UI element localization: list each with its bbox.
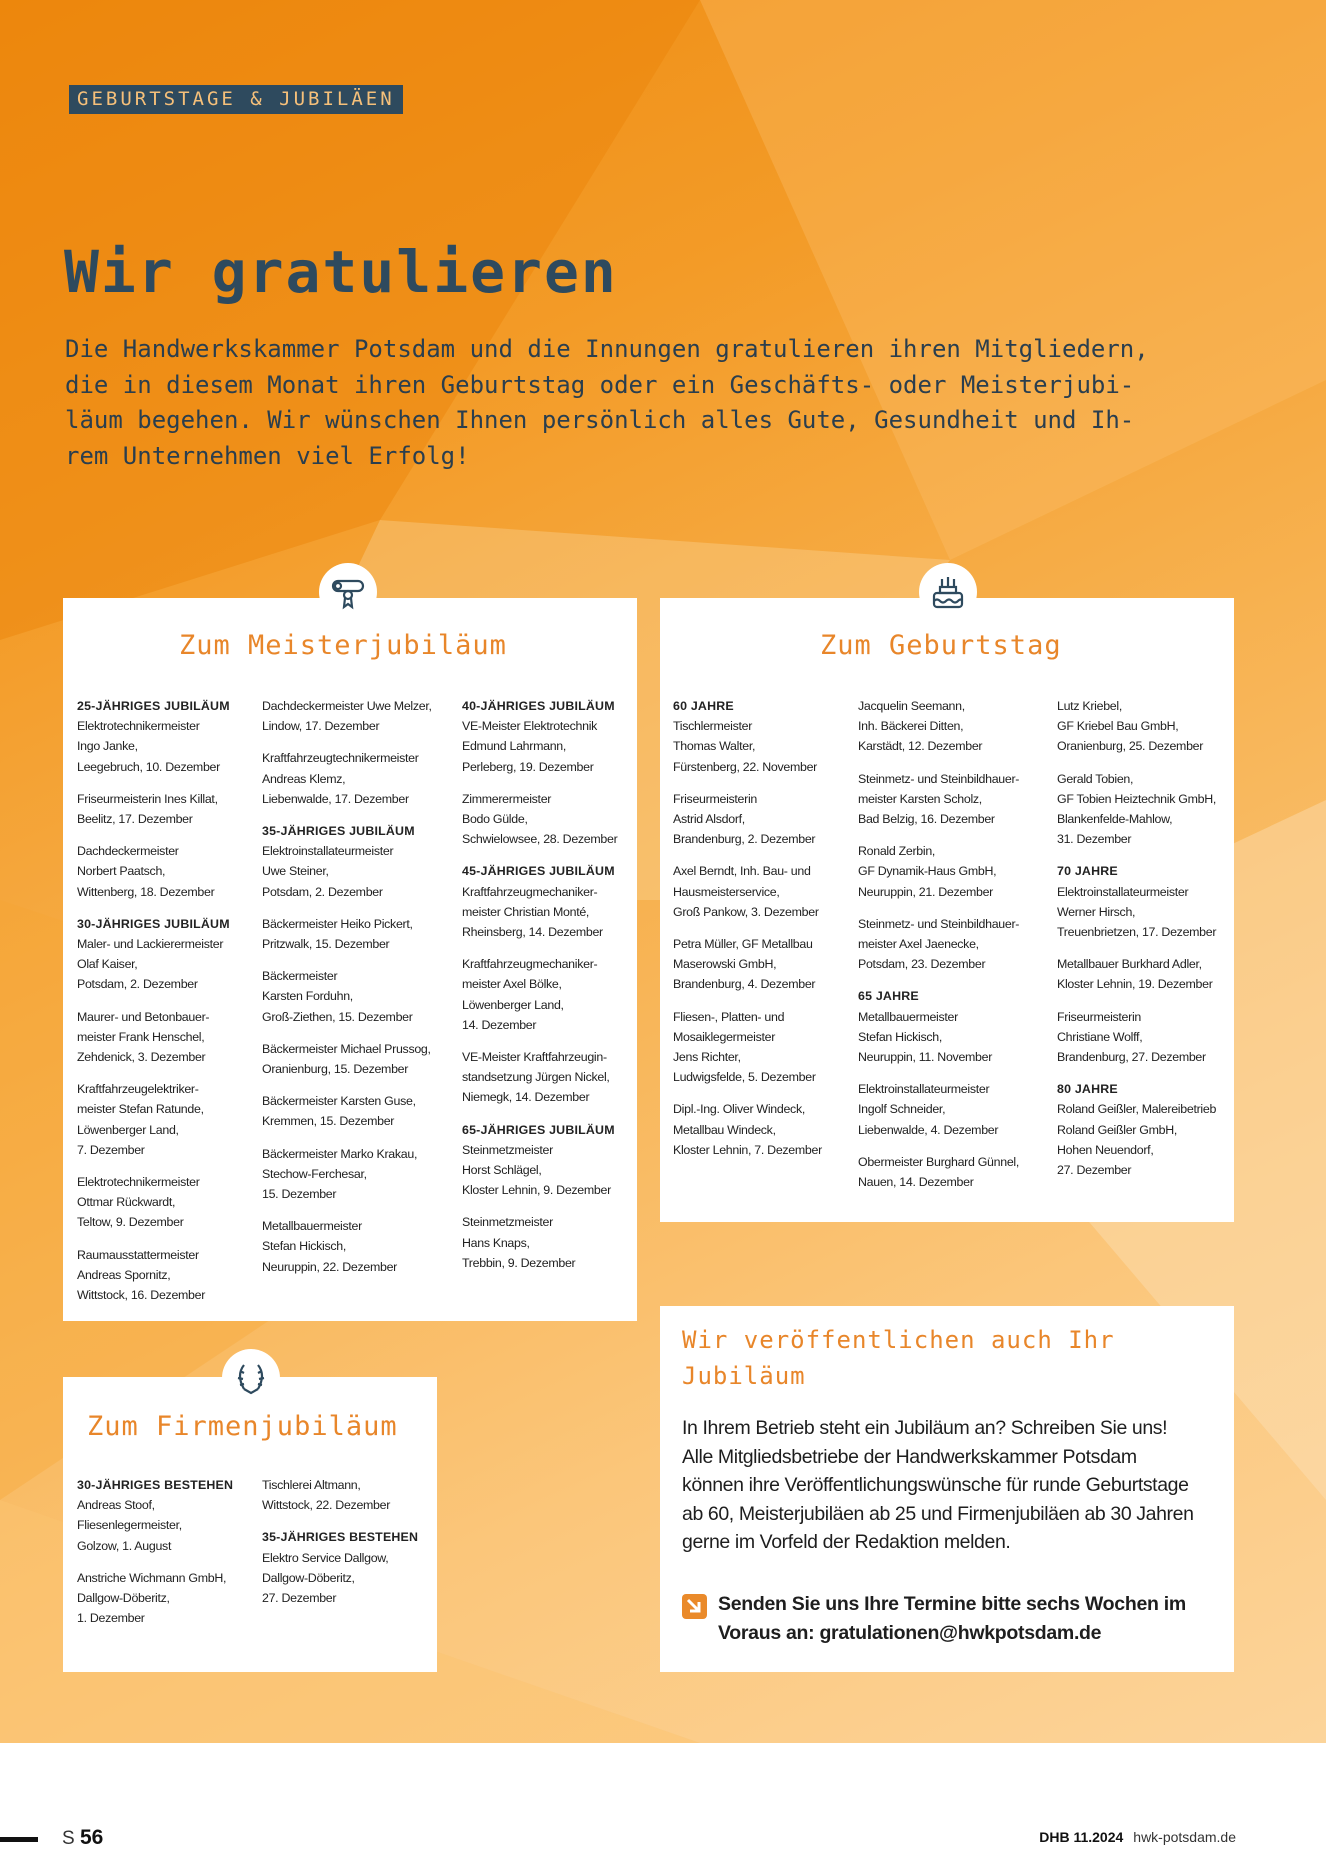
entry-line: Groß Pankow, 3. Dezember [673, 904, 819, 919]
entry-group-heading: 70 JAHRE [1057, 864, 1118, 879]
info-body-line: gerne im Vorfeld der Redaktion melden. [682, 1531, 1011, 1553]
entry-line: Leegebruch, 10. Dezember [77, 759, 220, 774]
list-column [462, 696, 617, 1285]
entry-line: Metallbauermeister [262, 1219, 362, 1234]
entry-line: Maler- und Lackierermeister [77, 937, 224, 952]
list-entry [462, 1047, 617, 1108]
entry-line: meister Frank Henschel, [77, 1029, 205, 1044]
entry-line: Kloster Lehnin, 7. Dezember [673, 1142, 822, 1157]
entry-line: GF Kriebel Bau GmbH, [1057, 719, 1179, 734]
info-call-to-action [718, 1590, 1186, 1648]
entry-line: 27. Dezember [1057, 1163, 1132, 1178]
entry-group-heading: 35-JÄHRIGES BESTEHEN [262, 1530, 419, 1545]
entry-line: Raumausstattermeister [77, 1247, 199, 1262]
entry-line: VE-Meister Elektrotechnik [462, 719, 598, 734]
list-entry [462, 696, 617, 777]
entry-line: Teltow, 9. Dezember [77, 1215, 184, 1230]
entry-line: Steinmetzmeister [462, 1142, 553, 1157]
box-heading: Zum Geburtstag [820, 630, 1062, 661]
entry-line: Potsdam, 23. Dezember [858, 957, 986, 972]
list-entry [673, 789, 822, 850]
entry-line: Zimmerermeister [462, 791, 552, 806]
entry-line: Stefan Hickisch, [858, 1029, 943, 1044]
entry-line: Pritzwalk, 15. Dezember [262, 937, 390, 952]
info-body-line: ab 60, Meisterjubiläen ab 25 und Firmenjubiläen ab 30 Jahren [682, 1502, 1194, 1525]
entry-line: Ingo Janke, [77, 739, 138, 754]
list-entry [77, 1079, 230, 1160]
entry-line: Thomas Walter, [673, 739, 756, 754]
entry-line: Elektroinstallateurmeister [262, 844, 394, 859]
entry-line: Andreas Spornitz, [77, 1267, 171, 1282]
entry-line: VE-Meister Kraftfahrzeugin- [462, 1050, 607, 1065]
intro-text [65, 332, 1265, 474]
list-entry [462, 1120, 617, 1201]
intro-line: die in diesem Monat ihren Geburtstag oder ein Geschäfts- oder Meisterjubi- [65, 370, 1135, 399]
footer-right [1039, 1829, 1236, 1845]
entry-group-heading: 65-JÄHRIGES JUBILÄUM [462, 1122, 615, 1137]
list-entry [77, 1568, 233, 1629]
entry-line: Dachdeckermeister Uwe Melzer, [262, 699, 432, 713]
list-entry [858, 696, 1019, 757]
info-body [682, 1414, 1194, 1557]
list-entry [262, 1144, 432, 1205]
list-entry [673, 861, 822, 922]
entry-line: Dachdeckermeister [77, 844, 179, 859]
list-entry [262, 821, 432, 902]
entry-line: Jens Richter, [673, 1050, 741, 1065]
entry-line: Maserowski GmbH, [673, 957, 777, 972]
entry-line: 14. Dezember [462, 1017, 537, 1032]
entry-line: Steinmetz- und Steinbildhauer- [858, 771, 1020, 786]
entry-line: Liebenwalde, 17. Dezember [262, 791, 409, 806]
box-heading: Zum Meisterjubiläum [179, 630, 507, 661]
entry-line: Neuruppin, 21. Dezember [858, 884, 993, 899]
cta-line: Senden Sie uns Ihre Termine bitte sechs Wochen im [718, 1593, 1186, 1615]
entry-line: Hohen Neuendorf, [1057, 1142, 1154, 1157]
entry-line: GF Dynamik-Haus GmbH, [858, 864, 997, 879]
list-entry [262, 1039, 432, 1079]
entry-line: Kraftfahrzeugtechnikermeister [262, 751, 419, 766]
entry-line: Hausmeisterservice, [673, 884, 780, 899]
entry-line: Norbert Paatsch, [77, 864, 166, 879]
list-entry [673, 934, 822, 995]
list-entry [1057, 954, 1216, 994]
entry-line: Christiane Wolff, [1057, 1029, 1143, 1044]
box-heading: Zum Firmenjubiläum [87, 1411, 398, 1442]
entry-line: Elektrotechnikermeister [77, 719, 200, 734]
entry-line: Lutz Kriebel, [1057, 699, 1122, 713]
entry-line: Inh. Bäckerei Ditten, [858, 719, 964, 734]
list-entry [262, 1216, 432, 1277]
intro-line: läum begehen. Wir wünschen Ihnen persönlich alles Gute, Gesundheit und Ih- [65, 406, 1135, 434]
entry-line: Bäckermeister Marko Krakau, [262, 1146, 418, 1161]
entry-line: Hans Knaps, [462, 1235, 530, 1250]
entry-line: Friseurmeisterin [673, 791, 758, 806]
page-prefix: S [62, 1828, 75, 1849]
entry-line: Steinmetz- und Steinbildhauer- [858, 916, 1020, 931]
entry-line: Astrid Alsdorf, [673, 812, 745, 827]
info-box [660, 1306, 1234, 1672]
entry-line: Kraftfahrzeugmechaniker- [462, 957, 598, 972]
entry-line: Elektroinstallateurmeister [858, 1082, 990, 1097]
list-column [77, 1475, 233, 1640]
cta-email-line[interactable]: Voraus an: gratulationen@hwkpotsdam.de [718, 1622, 1102, 1644]
info-body-line: können ihre Veröffentlichungswünsche für runde Geburtstage [682, 1474, 1189, 1496]
entry-line: Tischlerei Altmann, [262, 1478, 361, 1492]
entry-line: Beelitz, 17. Dezember [77, 812, 193, 827]
list-entry [858, 841, 1019, 902]
entry-line: Dallgow-Döberitz, [77, 1591, 170, 1606]
list-entry [262, 966, 432, 1027]
list-entry [858, 769, 1019, 830]
entry-group-heading: 35-JÄHRIGES JUBILÄUM [262, 824, 415, 839]
entry-line: Lindow, 17. Dezember [262, 719, 380, 734]
entry-line: Kloster Lehnin, 19. Dezember [1057, 977, 1213, 992]
list-entry [262, 748, 432, 809]
entry-line: Kremmen, 15. Dezember [262, 1114, 395, 1129]
list-entry [1057, 1007, 1216, 1068]
entry-line: Brandenburg, 2. Dezember [673, 832, 816, 847]
list-entry [77, 914, 230, 995]
entry-line: meister Christian Monté, [462, 904, 590, 919]
entry-line: Fliesen-, Platten- und [673, 1009, 785, 1024]
entry-line: Wittstock, 22. Dezember [262, 1498, 391, 1513]
info-title-line: Jubiläum [682, 1362, 806, 1390]
entry-line: Jacquelin Seemann, [858, 699, 965, 713]
entry-line: Bäckermeister Karsten Guse, [262, 1094, 416, 1109]
entry-line: Bäckermeister Heiko Pickert, [262, 916, 413, 931]
entry-line: Andreas Stoof, [77, 1498, 155, 1513]
entry-line: Dallgow-Döberitz, [262, 1570, 355, 1585]
list-entry [462, 1212, 617, 1273]
list-entry [262, 696, 432, 736]
entry-line: Horst Schlägel, [462, 1163, 542, 1178]
list-entry [858, 986, 1019, 1067]
list-entry [77, 696, 230, 777]
page-number-value: 56 [79, 1826, 104, 1849]
entry-line: Golzow, 1. August [77, 1538, 172, 1553]
entry-line: Ludwigsfelde, 5. Dezember [673, 1070, 816, 1085]
entry-line: Bad Belzig, 16. Dezember [858, 812, 995, 827]
list-entry [1057, 769, 1216, 850]
list-column [262, 1475, 418, 1620]
entry-line: Oranienburg, 15. Dezember [262, 1062, 409, 1077]
entry-line: meister Stefan Ratunde, [77, 1102, 204, 1117]
entry-line: Rheinsberg, 14. Dezember [462, 925, 603, 940]
entry-line: Dipl.-Ing. Oliver Windeck, [673, 1102, 805, 1117]
entry-line: standsetzung Jürgen Nickel, [462, 1070, 610, 1085]
entry-line: Potsdam, 2. Dezember [77, 977, 198, 992]
list-entry [1057, 696, 1216, 757]
list-entry [262, 1527, 418, 1608]
entry-line: Neuruppin, 22. Dezember [262, 1259, 397, 1274]
meisterjubilaeum-box [63, 598, 637, 1321]
entry-group-heading: 30-JÄHRIGES BESTEHEN [77, 1478, 234, 1492]
entry-line: Treuenbrietzen, 17. Dezember [1057, 925, 1217, 940]
entry-line: Fliesenlegermeister, [77, 1518, 182, 1533]
entry-group-heading: 80 JAHRE [1057, 1082, 1118, 1097]
firmenjubilaeum-box [63, 1377, 437, 1672]
entry-group-heading: 30-JÄHRIGES JUBILÄUM [77, 916, 230, 931]
entry-line: 27. Dezember [262, 1591, 337, 1606]
list-entry [77, 1007, 230, 1068]
entry-line: Olaf Kaiser, [77, 957, 138, 972]
entry-line: Maurer- und Betonbauer- [77, 1009, 210, 1024]
list-entry [673, 1007, 822, 1088]
list-column [77, 696, 230, 1317]
entry-line: Steinmetzmeister [462, 1215, 553, 1230]
entry-line: Groß-Ziethen, 15. Dezember [262, 1009, 413, 1024]
entry-line: Friseurmeisterin Ines Killat, [77, 791, 218, 806]
list-entry [462, 861, 617, 942]
entry-line: Perleberg, 19. Dezember [462, 759, 594, 774]
entry-line: Tischlermeister [673, 719, 753, 734]
list-column [673, 696, 822, 1172]
diploma-icon [319, 563, 377, 621]
entry-line: Karstädt, 12. Dezember [858, 739, 983, 754]
entry-line: meister Karsten Scholz, [858, 791, 982, 806]
entry-line: Roland Geißler GmbH, [1057, 1122, 1178, 1137]
entry-line: Kraftfahrzeugelektriker- [77, 1082, 199, 1097]
entry-line: Zehdenick, 3. Dezember [77, 1050, 206, 1065]
birthday-cake-icon [919, 563, 977, 621]
list-column [262, 696, 432, 1289]
entry-group-heading: 25-JÄHRIGES JUBILÄUM [77, 699, 230, 713]
list-entry [1057, 861, 1216, 942]
arrow-icon [682, 1594, 707, 1619]
entry-line: Uwe Steiner, [262, 864, 329, 879]
list-entry [77, 1172, 230, 1233]
entry-line: Metallbauer Burkhard Adler, [1057, 957, 1202, 972]
list-entry [858, 914, 1019, 975]
entry-line: Werner Hirsch, [1057, 904, 1136, 919]
entry-line: Metallbau Windeck, [673, 1122, 776, 1137]
entry-line: Brandenburg, 4. Dezember [673, 977, 816, 992]
entry-group-heading: 45-JÄHRIGES JUBILÄUM [462, 864, 615, 879]
entry-line: Karsten Forduhn, [262, 989, 353, 1004]
entry-line: Trebbin, 9. Dezember [462, 1255, 576, 1270]
list-entry [858, 1152, 1019, 1192]
list-column [858, 696, 1019, 1204]
entry-line: Petra Müller, GF Metallbau [673, 937, 813, 952]
entry-group-heading: 65 JAHRE [858, 989, 919, 1004]
list-entry [462, 954, 617, 1035]
list-entry [673, 1099, 822, 1160]
entry-line: Ottmar Rückwardt, [77, 1195, 176, 1210]
entry-line: Schwielowsee, 28. Dezember [462, 832, 618, 847]
list-entry [462, 789, 617, 850]
entry-line: Niemegk, 14. Dezember [462, 1090, 590, 1105]
entry-line: Neuruppin, 11. November [858, 1050, 993, 1065]
entry-line: Axel Berndt, Inh. Bau- und [673, 864, 811, 879]
info-title-line: Wir veröffentlichen auch Ihr [682, 1326, 1115, 1354]
entry-group-heading: 60 JAHRE [673, 699, 734, 713]
entry-line: Brandenburg, 27. Dezember [1057, 1050, 1206, 1065]
list-entry [77, 1245, 230, 1306]
entry-line: Ingolf Schneider, [858, 1102, 946, 1117]
website-link[interactable]: hwk-potsdam.de [1133, 1829, 1236, 1845]
entry-line: Gerald Tobien, [1057, 771, 1134, 786]
page-title: Wir gratulieren [64, 238, 618, 306]
info-body-line: In Ihrem Betrieb steht ein Jubiläum an? Schreiben Sie uns! [682, 1417, 1168, 1439]
list-entry [858, 1079, 1019, 1140]
entry-line: GF Tobien Heiztechnik GmbH, [1057, 791, 1217, 806]
entry-line: Löwenberger Land, [77, 1122, 179, 1137]
entry-line: Bodo Gülde, [462, 812, 528, 827]
entry-line: Nauen, 14. Dezember [858, 1175, 974, 1190]
entry-line: Liebenwalde, 4. Dezember [858, 1122, 999, 1137]
entry-line: Wittstock, 16. Dezember [77, 1288, 206, 1303]
entry-line: Oranienburg, 25. Dezember [1057, 739, 1204, 754]
entry-line: Löwenberger Land, [462, 997, 564, 1012]
entry-line: Blankenfelde-Mahlow, [1057, 812, 1173, 827]
geburtstag-box [660, 598, 1234, 1222]
list-entry [262, 1091, 432, 1131]
list-entry [77, 789, 230, 829]
entry-line: Elektrotechnikermeister [77, 1175, 200, 1190]
entry-line: 7. Dezember [77, 1142, 145, 1157]
entry-line: Bäckermeister [262, 969, 338, 984]
entry-line: Ronald Zerbin, [858, 844, 936, 859]
entry-line: Bäckermeister Michael Prussog, [262, 1041, 431, 1056]
list-entry [1057, 1079, 1216, 1180]
entry-line: Kloster Lehnin, 9. Dezember [462, 1183, 611, 1198]
entry-line: 15. Dezember [262, 1187, 337, 1202]
list-entry [77, 1475, 233, 1556]
list-entry [673, 696, 822, 777]
list-entry [262, 1475, 418, 1515]
entry-line: Fürstenberg, 22. November [673, 759, 818, 774]
footer-bar [0, 1837, 38, 1842]
list-entry [77, 841, 230, 902]
section-tag: GEBURTSTAGE & JUBILÄEN [69, 85, 403, 114]
entry-line: Roland Geißler, Malereibetrieb [1057, 1102, 1217, 1117]
entry-line: Anstriche Wichmann GmbH, [77, 1570, 227, 1585]
entry-line: Elektro Service Dallgow, [262, 1550, 389, 1565]
page-number [62, 1826, 103, 1850]
list-entry [262, 914, 432, 954]
entry-line: Elektroinstallateurmeister [1057, 884, 1189, 899]
entry-line: Mosaiklegermeister [673, 1029, 776, 1044]
entry-line: 31. Dezember [1057, 832, 1132, 847]
entry-line: Kraftfahrzeugmechaniker- [462, 884, 598, 899]
entry-line: Obermeister Burghard Günnel, [858, 1154, 1020, 1169]
entry-line: Edmund Lahrmann, [462, 739, 567, 754]
info-title [682, 1322, 1115, 1394]
entry-line: meister Axel Jaenecke, [858, 937, 979, 952]
entry-line: Stefan Hickisch, [262, 1239, 347, 1254]
entry-line: Metallbauermeister [858, 1009, 958, 1024]
entry-line: meister Axel Bölke, [462, 977, 562, 992]
entry-line: Potsdam, 2. Dezember [262, 884, 383, 899]
laurel-wreath-icon [222, 1349, 280, 1407]
entry-group-heading: 40-JÄHRIGES JUBILÄUM [462, 699, 615, 713]
info-body-line: Alle Mitgliedsbetriebe der Handwerkskammer Potsdam [682, 1445, 1137, 1468]
entry-line: Wittenberg, 18. Dezember [77, 884, 215, 899]
issue-label: DHB 11.2024 [1039, 1829, 1124, 1845]
entry-line: Friseurmeisterin [1057, 1009, 1142, 1024]
intro-line: rem Unternehmen viel Erfolg! [65, 441, 470, 470]
list-column [1057, 696, 1216, 1192]
entry-line: Stechow-Ferchesar, [262, 1166, 367, 1181]
entry-line: Andreas Klemz, [262, 771, 346, 786]
entry-line: 1. Dezember [77, 1611, 145, 1626]
intro-line: Die Handwerkskammer Potsdam und die Innungen gratulieren ihren Mitgliedern, [65, 335, 1149, 363]
